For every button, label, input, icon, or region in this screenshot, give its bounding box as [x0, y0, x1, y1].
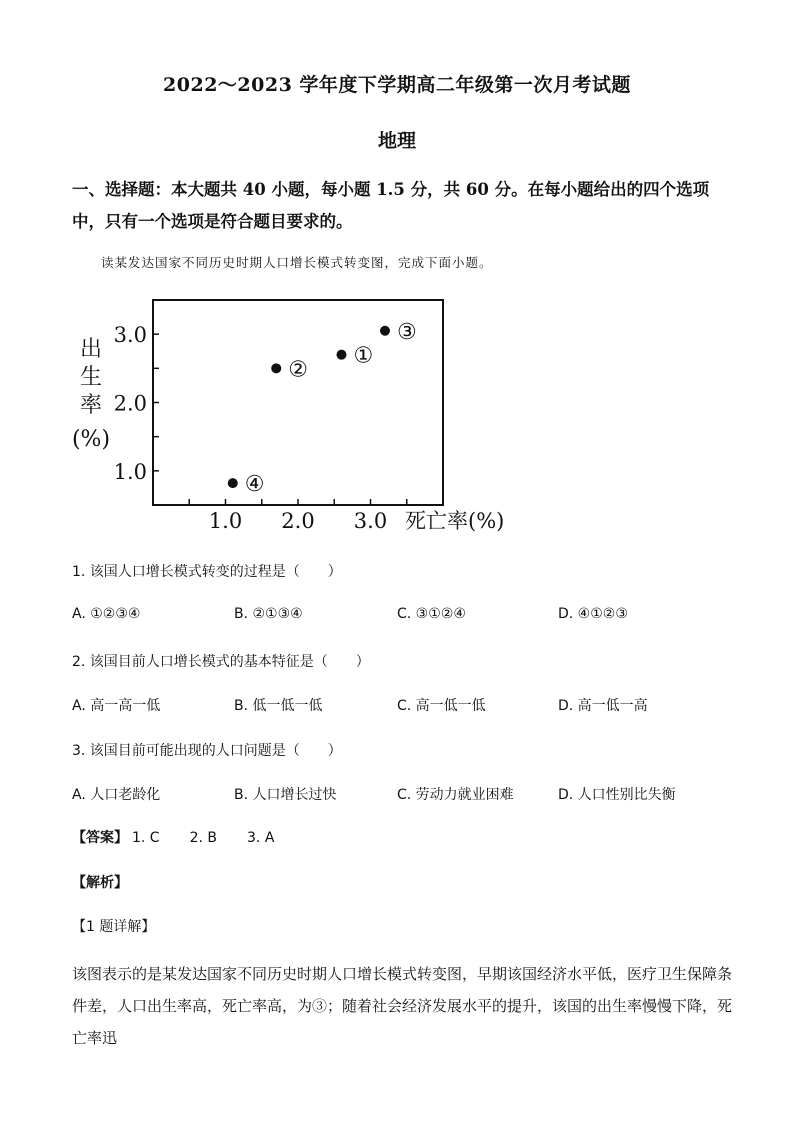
- data-point-label: ①: [353, 343, 374, 369]
- question-2-option-c[interactable]: C. 高一低一低: [397, 698, 486, 714]
- y-axis-label: 率: [79, 393, 103, 418]
- answer-item: 3. A: [247, 830, 275, 846]
- y-axis-label: 生: [79, 365, 103, 390]
- question-3-option-c[interactable]: C. 劳动力就业困难: [397, 787, 514, 803]
- question-2-option-a[interactable]: A. 高一高一低: [72, 698, 161, 714]
- answer-line: [72, 827, 300, 847]
- section-heading: 一、选择题：本大题共 40 小题，每小题 1.5 分，共 60 分。在每小题给出的四个选项中，只有一个选项是符合题目要求的。: [72, 180, 710, 231]
- y-tick-label: 3.0: [113, 323, 147, 348]
- subject-title: 地理: [377, 130, 416, 152]
- question-2-option-d[interactable]: D. 高一低一高: [558, 698, 648, 714]
- question-intro: 读某发达国家不同历史时期人口增长模式转变图，完成下面小题。: [101, 255, 493, 270]
- analysis-tag: 【解析】: [72, 875, 128, 891]
- answer-item: 2. B: [189, 830, 218, 846]
- question-3-option-b[interactable]: B. 人口增长过快: [234, 787, 337, 803]
- data-point-label: ③: [397, 319, 417, 345]
- answer-tag: 【答案】: [72, 830, 128, 846]
- answer-item: 1. C: [132, 830, 160, 846]
- question-2-stem: 2. 该国目前人口增长模式的基本特征是（ ）: [72, 654, 370, 670]
- y-tick-label: 1.0: [113, 459, 147, 484]
- question-1-option-b[interactable]: B. ②①③④: [234, 606, 303, 622]
- question-3-option-d[interactable]: D. 人口性别比失衡: [558, 787, 676, 803]
- data-point: [271, 363, 281, 373]
- question-2-option-b[interactable]: B. 低一低一低: [234, 698, 323, 714]
- data-point-label: ②: [288, 357, 308, 383]
- data-point-label: ④: [244, 472, 265, 498]
- y-tick-label: 2.0: [113, 391, 147, 416]
- question-1-option-d[interactable]: D. ④①②③: [558, 606, 628, 622]
- explanation-paragraph: 该图表示的是某发达国家不同历史时期人口增长模式转变图，早期该国经济水平低，医疗卫生保障条件差，人口出生率高，死亡率高，为③；随着社会经济发展水平的提升，该国的出生率慢慢下降，死亡率迅: [72, 965, 733, 1047]
- y-axis-label: (%): [71, 427, 111, 452]
- question-1-option-a[interactable]: A. ①②③④: [72, 606, 141, 622]
- detail-tag: 【1 题详解】: [72, 919, 156, 935]
- x-tick-label: 2.0: [281, 509, 315, 533]
- question-3-option-a[interactable]: A. 人口老龄化: [72, 787, 161, 803]
- x-tick-label: 3.0: [353, 509, 388, 533]
- data-point: [380, 326, 390, 336]
- question-1-stem: 1. 该国人口增长模式转变的过程是（ ）: [72, 564, 342, 580]
- question-1-option-c[interactable]: C. ③①②④: [397, 606, 466, 622]
- x-tick-label: 1.0: [208, 509, 243, 533]
- question-3-stem: 3. 该国目前可能出现的人口问题是（ ）: [72, 743, 342, 759]
- x-axis-label: 死亡率(%): [405, 509, 505, 533]
- exam-title: 2022～2023 学年度下学期高二年级第一次月考试题: [163, 74, 631, 96]
- y-axis-label: 出: [79, 337, 103, 362]
- data-point: [337, 350, 347, 360]
- population-transition-chart: [60, 290, 530, 540]
- data-point: [228, 478, 238, 488]
